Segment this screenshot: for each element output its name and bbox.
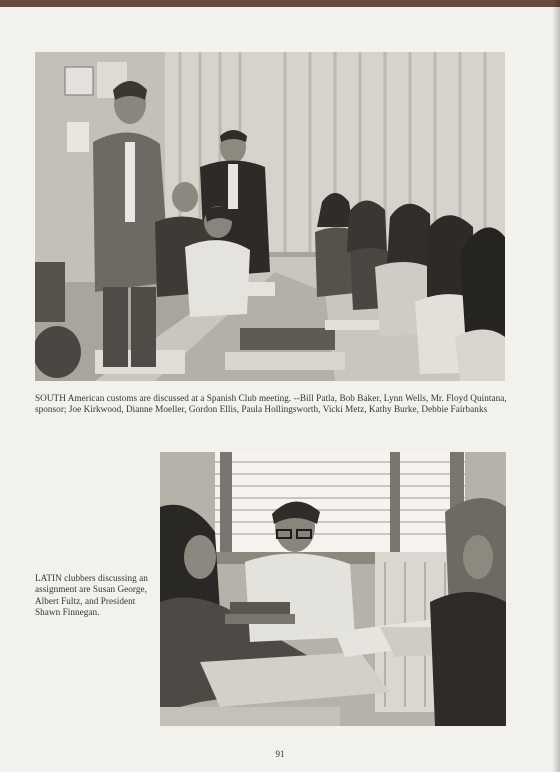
page-top-edge — [0, 0, 560, 7]
spanish-club-photo — [35, 52, 505, 381]
latin-club-photo-image — [160, 452, 506, 726]
spanish-club-caption: SOUTH American customs are discussed at a Spanish Club meeting. --Bill Patla, Bob Baker, Lynn Wells, Mr. Floyd Quintana, sponsor; Joe Kirkwood, Dianne Moeller, Gordon Ellis, Paula Hollingsworth, Vicki Metz, Kathy Burke, Debbie Fairbanks — [35, 393, 507, 415]
latin-club-caption: LATIN clubbers discussing an assignment are Susan George, Albert Fultz, and President Shawn Finnegan. — [35, 573, 148, 618]
latin-club-photo — [160, 452, 506, 726]
page-number: 91 — [275, 749, 285, 759]
spanish-club-photo-image — [35, 52, 505, 381]
page-binding-shadow — [552, 0, 560, 772]
